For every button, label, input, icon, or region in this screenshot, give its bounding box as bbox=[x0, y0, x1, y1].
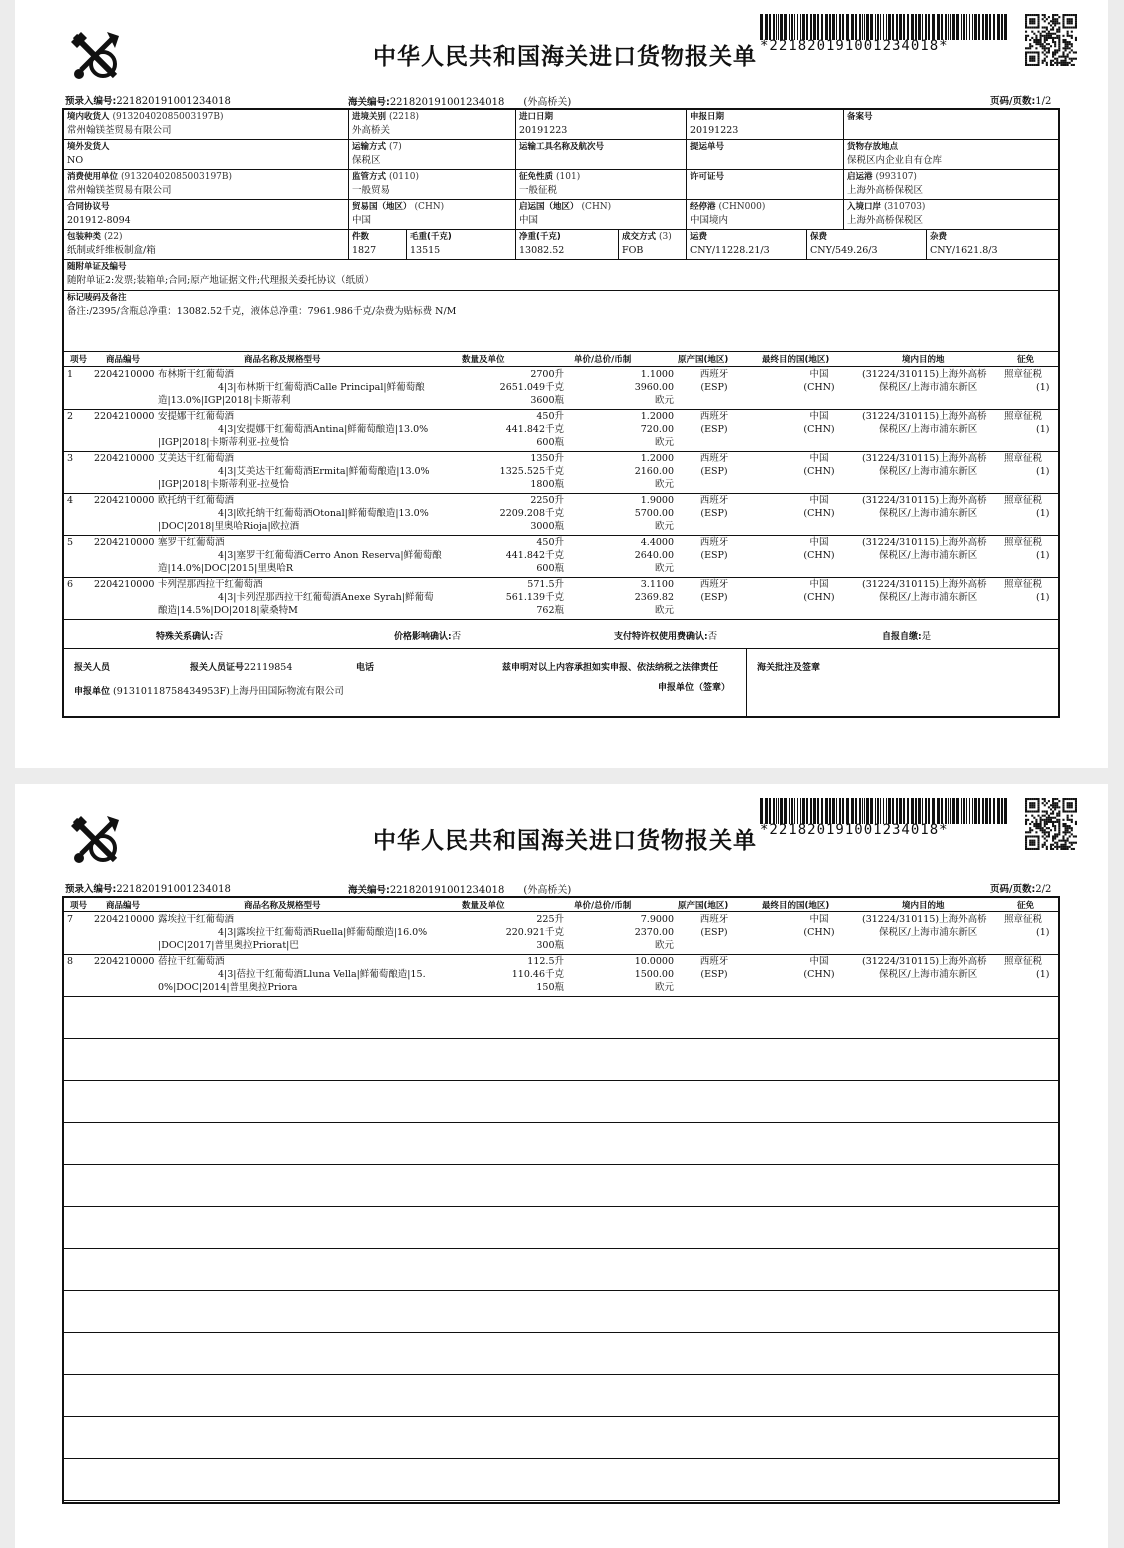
item-spec2: |DOC|2017|普里奥拉Priorat|巴 bbox=[158, 940, 299, 951]
empty-row bbox=[64, 1207, 1058, 1249]
item-spec1: 4|3|卡列涅那西拉干红葡萄酒Anexe Syrah|鲜葡萄 bbox=[218, 592, 434, 603]
package-cell: 包装种类 (22) 纸制或纤维板制盒/箱 bbox=[64, 230, 349, 260]
item-qty2: 220.921千克 bbox=[505, 927, 564, 938]
item-name: 露埃拉干红葡萄酒 bbox=[158, 914, 235, 925]
item-total: 5700.00 bbox=[634, 508, 674, 519]
empty-row bbox=[64, 1249, 1058, 1291]
item-qty1: 225升 bbox=[536, 914, 564, 925]
item-dest-code: (CHN) bbox=[803, 969, 835, 980]
page-number: 页码/页数:2/2 bbox=[990, 884, 1052, 895]
pre-entry-number: 预录入编号:221820191001234018 bbox=[65, 96, 231, 107]
declarant-cert: 报关人员证号22119854 bbox=[190, 662, 293, 673]
empty-row bbox=[64, 1459, 1058, 1501]
item-hs: 2204210000 bbox=[94, 411, 155, 422]
item-spec2: 造|14.0%|DOC|2015|里奥哈R bbox=[158, 563, 293, 574]
empty-row bbox=[64, 1333, 1058, 1375]
col-no: 项号 bbox=[70, 901, 88, 911]
entry-port-cell: 进境关别 (2218) 外高桥关 bbox=[349, 110, 516, 140]
marks-cell: 标记唛码及备注 备注:/2395/含瓶总净重：13082.52千克，液体总净重：7961.986千克/杂费为贴标费 N/M bbox=[64, 291, 1058, 352]
item-spec2: 造|13.0%|IGP|2018|卡斯蒂利 bbox=[158, 395, 291, 406]
documents-cell: 随附单证及编号 随附单证2:发票;装箱单;合同;原产地证据文件;代理报关委托协议（纸质） bbox=[64, 260, 1058, 291]
price-impact: 价格影响确认:否 bbox=[394, 631, 462, 642]
item-origin: 西班牙 bbox=[699, 956, 729, 967]
item-row bbox=[64, 955, 1058, 997]
item-dest: 中国 bbox=[809, 956, 829, 967]
item-qty1: 112.5升 bbox=[527, 956, 564, 967]
item-domestic1: (31224/310115)上海外高桥 bbox=[862, 453, 987, 464]
item-levy2: (1) bbox=[1036, 592, 1050, 603]
item-levy1: 照章征税 bbox=[1004, 914, 1043, 925]
item-domestic1: (31224/310115)上海外高桥 bbox=[862, 537, 987, 548]
item-dest-code: (CHN) bbox=[803, 592, 835, 603]
item-no: 2 bbox=[67, 411, 74, 422]
col-dest: 最终目的国(地区) bbox=[762, 355, 830, 365]
col-origin: 原产国(地区) bbox=[678, 901, 729, 911]
item-origin-code: (ESP) bbox=[700, 508, 728, 519]
item-domestic2: 保税区/上海市浦东新区 bbox=[879, 382, 978, 393]
item-dest-code: (CHN) bbox=[803, 550, 835, 561]
item-domestic1: (31224/310115)上海外高桥 bbox=[862, 914, 987, 925]
item-hs: 2204210000 bbox=[94, 495, 155, 506]
declaration-form bbox=[62, 108, 1060, 718]
item-qty3: 3000瓶 bbox=[530, 521, 564, 532]
barcode-text: *221820191001234018* bbox=[760, 822, 949, 838]
declare-date-cell: 申报日期 20191223 bbox=[687, 110, 844, 140]
insurance-cell: 保费 CNY/549.26/3 bbox=[807, 230, 927, 260]
customs-emblem-icon bbox=[67, 28, 123, 84]
item-domestic1: (31224/310115)上海外高桥 bbox=[862, 369, 987, 380]
item-origin-code: (ESP) bbox=[700, 466, 728, 477]
item-qty2: 561.139千克 bbox=[505, 592, 564, 603]
trade-country-cell: 贸易国（地区） (CHN) 中国 bbox=[349, 200, 516, 230]
item-qty1: 2700升 bbox=[530, 369, 564, 380]
item-levy1: 照章征税 bbox=[1004, 453, 1043, 464]
item-origin: 西班牙 bbox=[699, 369, 729, 380]
item-origin: 西班牙 bbox=[699, 914, 729, 925]
item-hs: 2204210000 bbox=[94, 537, 155, 548]
page-number: 页码/页数:1/2 bbox=[990, 96, 1052, 107]
item-domestic1: (31224/310115)上海外高桥 bbox=[862, 411, 987, 422]
supervision-cell: 监管方式 (0110) 一般贸易 bbox=[349, 170, 516, 200]
item-currency: 欧元 bbox=[654, 982, 674, 993]
col-domestic: 境内目的地 bbox=[902, 901, 945, 911]
item-dest: 中国 bbox=[809, 537, 829, 548]
col-dest: 最终目的国(地区) bbox=[762, 901, 830, 911]
item-levy1: 照章征税 bbox=[1004, 537, 1043, 548]
contract-cell: 合同协议号 201912-8094 bbox=[64, 200, 349, 230]
item-dest-code: (CHN) bbox=[803, 927, 835, 938]
item-qty2: 2209.208千克 bbox=[499, 508, 564, 519]
col-levy: 征免 bbox=[1017, 355, 1035, 365]
barcode-text: *221820191001234018* bbox=[760, 38, 949, 54]
item-domestic1: (31224/310115)上海外高桥 bbox=[862, 495, 987, 506]
item-price: 1.2000 bbox=[640, 453, 674, 464]
item-dest-code: (CHN) bbox=[803, 382, 835, 393]
levy-nature-cell: 征免性质 (101) 一般征税 bbox=[516, 170, 687, 200]
item-qty1: 1350升 bbox=[530, 453, 564, 464]
item-no: 8 bbox=[67, 956, 74, 967]
item-origin-code: (ESP) bbox=[700, 927, 728, 938]
item-spec1: 4|3|欧托纳干红葡萄酒Otonal|鲜葡萄酿造|13.0% bbox=[218, 508, 429, 519]
item-no: 4 bbox=[67, 495, 74, 506]
col-no: 项号 bbox=[70, 355, 88, 365]
qr-code-icon bbox=[1025, 798, 1077, 850]
item-dest: 中国 bbox=[809, 369, 829, 380]
deal-cell: 成交方式 (3) FOB bbox=[619, 230, 687, 260]
item-no: 6 bbox=[67, 579, 74, 590]
item-qty3: 3600瓶 bbox=[530, 395, 564, 406]
item-levy2: (1) bbox=[1036, 466, 1050, 477]
item-domestic1: (31224/310115)上海外高桥 bbox=[862, 579, 987, 590]
item-price: 4.4000 bbox=[640, 537, 674, 548]
item-qty3: 600瓶 bbox=[536, 437, 564, 448]
item-total: 720.00 bbox=[640, 424, 674, 435]
item-currency: 欧元 bbox=[654, 395, 674, 406]
customs-sign-box bbox=[746, 648, 1059, 718]
customs-sign-label: 海关批注及签章 bbox=[757, 663, 821, 673]
item-total: 2370.00 bbox=[634, 927, 674, 938]
customs-emblem-icon bbox=[67, 812, 123, 868]
customs-number: 海关编号:221820191001234018 (外高桥关) bbox=[348, 97, 572, 108]
item-qty2: 441.842千克 bbox=[505, 424, 564, 435]
item-price: 1.1000 bbox=[640, 369, 674, 380]
transport-cell: 运输方式 (7) 保税区 bbox=[349, 140, 516, 170]
item-origin: 西班牙 bbox=[699, 495, 729, 506]
item-name: 艾美达干红葡萄酒 bbox=[158, 453, 235, 464]
net-weight-cell: 净重(千克) 13082.52 bbox=[516, 230, 619, 260]
empty-row bbox=[64, 1165, 1058, 1207]
barcode bbox=[760, 798, 1008, 824]
item-total: 1500.00 bbox=[634, 969, 674, 980]
col-qty: 数量及单位 bbox=[462, 355, 505, 365]
record-no-cell: 备案号 bbox=[844, 110, 1058, 140]
item-name: 卡列涅那西拉干红葡萄酒 bbox=[158, 579, 263, 590]
col-domestic: 境内目的地 bbox=[902, 355, 945, 365]
item-header-divider bbox=[64, 366, 1058, 367]
item-levy2: (1) bbox=[1036, 508, 1050, 519]
item-qty2: 110.46千克 bbox=[511, 969, 564, 980]
item-currency: 欧元 bbox=[654, 940, 674, 951]
item-total: 2160.00 bbox=[634, 466, 674, 477]
legal-statement: 兹申明对以上内容承担如实申报、依法纳税之法律责任 bbox=[502, 663, 719, 673]
item-qty3: 762瓶 bbox=[536, 605, 564, 616]
special-relation: 特殊关系确认:否 bbox=[156, 631, 224, 642]
item-currency: 欧元 bbox=[654, 479, 674, 490]
declarant: 报关人员 bbox=[74, 663, 111, 673]
col-hs: 商品编号 bbox=[106, 355, 141, 365]
item-domestic2: 保税区/上海市浦东新区 bbox=[879, 424, 978, 435]
item-qty2: 1325.525千克 bbox=[499, 466, 564, 477]
royalty-confirm: 支付特许权使用费确认:否 bbox=[614, 631, 718, 642]
col-qty: 数量及单位 bbox=[462, 901, 505, 911]
item-row bbox=[64, 410, 1058, 452]
item-name: 布林斯干红葡萄酒 bbox=[158, 369, 235, 380]
col-name: 商品名称及规格型号 bbox=[244, 901, 321, 911]
item-price: 10.0000 bbox=[634, 956, 674, 967]
item-spec1: 4|3|塞罗干红葡萄酒Cerro Anon Reserva|鲜葡萄酿 bbox=[218, 550, 442, 561]
declare-unit: 申报单位 (91310118758434953F)上海丹田国际物流有限公司 bbox=[74, 686, 344, 697]
item-price: 7.9000 bbox=[640, 914, 674, 925]
form-title: 中华人民共和国海关进口货物报关单 bbox=[373, 828, 757, 854]
item-levy1: 照章征税 bbox=[1004, 411, 1043, 422]
item-levy1: 照章征税 bbox=[1004, 495, 1043, 506]
item-qty1: 571.5升 bbox=[527, 579, 564, 590]
item-spec1: 4|3|布林斯干红葡萄酒Calle Principal|鲜葡萄酿 bbox=[218, 382, 425, 393]
item-row bbox=[64, 452, 1058, 494]
item-origin: 西班牙 bbox=[699, 453, 729, 464]
item-hs: 2204210000 bbox=[94, 369, 155, 380]
gross-weight-cell: 毛重(千克) 13515 bbox=[407, 230, 516, 260]
item-hs: 2204210000 bbox=[94, 579, 155, 590]
self-declare: 自报自缴:是 bbox=[882, 631, 932, 642]
item-spec2: |IGP|2018|卡斯蒂利亚-拉曼恰 bbox=[158, 479, 289, 490]
consignee-cell: 境内收货人 (91320402085003197B) 常州翰镁荃贸易有限公司 bbox=[64, 110, 349, 140]
item-levy2: (1) bbox=[1036, 927, 1050, 938]
item-domestic2: 保税区/上海市浦东新区 bbox=[879, 927, 978, 938]
empty-row bbox=[64, 1081, 1058, 1123]
item-spec1: 4|3|安提娜干红葡萄酒Antina|鲜葡萄酿造|13.0% bbox=[218, 424, 429, 435]
empty-row bbox=[64, 1417, 1058, 1459]
item-domestic2: 保税区/上海市浦东新区 bbox=[879, 508, 978, 519]
item-row bbox=[64, 536, 1058, 578]
declaration-form-continued bbox=[62, 896, 1060, 1504]
item-dest: 中国 bbox=[809, 579, 829, 590]
item-spec2: |DOC|2018|里奥哈Rioja|欧拉酒 bbox=[158, 521, 300, 532]
item-domestic2: 保税区/上海市浦东新区 bbox=[879, 466, 978, 477]
page-2 bbox=[15, 784, 1108, 1548]
item-spec1: 4|3|蓓拉干红葡萄酒Lluna Vella|鲜葡萄酿造|15. bbox=[218, 969, 426, 980]
empty-row bbox=[64, 1123, 1058, 1165]
item-domestic1: (31224/310115)上海外高桥 bbox=[862, 956, 987, 967]
item-dest: 中国 bbox=[809, 495, 829, 506]
license-cell: 许可证号 bbox=[687, 170, 844, 200]
item-row bbox=[64, 494, 1058, 536]
items-list-page1 bbox=[64, 368, 1058, 620]
item-spec2: |IGP|2018|卡斯蒂利亚-拉曼恰 bbox=[158, 437, 289, 448]
item-total: 3960.00 bbox=[634, 382, 674, 393]
item-origin-code: (ESP) bbox=[700, 424, 728, 435]
departure-port-cell: 启运港 (993107) 上海外高桥保税区 bbox=[844, 170, 1058, 200]
item-row bbox=[64, 913, 1058, 955]
seal-label: 申报单位（签章） bbox=[658, 683, 731, 693]
item-origin: 西班牙 bbox=[699, 579, 729, 590]
misc-fee-cell: 杂费 CNY/1621.8/3 bbox=[927, 230, 1058, 260]
freight-cell: 运费 CNY/11228.21/3 bbox=[687, 230, 807, 260]
item-qty3: 150瓶 bbox=[536, 982, 564, 993]
item-origin: 西班牙 bbox=[699, 411, 729, 422]
pre-entry-number: 预录入编号:221820191001234018 bbox=[65, 884, 231, 895]
item-header-divider bbox=[64, 911, 1058, 912]
item-total: 2640.00 bbox=[634, 550, 674, 561]
entry-port-of-entry-cell: 入境口岸 (310703) 上海外高桥保税区 bbox=[844, 200, 1058, 230]
customs-number: 海关编号:221820191001234018 (外高桥关) bbox=[348, 885, 572, 896]
vehicle-cell: 运输工具名称及航次号 bbox=[516, 140, 687, 170]
item-name: 蓓拉干红葡萄酒 bbox=[158, 956, 225, 967]
item-spec2: 酿造|14.5%|DO|2018|蒙桑特M bbox=[158, 605, 298, 616]
item-no: 7 bbox=[67, 914, 74, 925]
item-origin-code: (ESP) bbox=[700, 382, 728, 393]
item-hs: 2204210000 bbox=[94, 956, 155, 967]
item-currency: 欧元 bbox=[654, 521, 674, 532]
item-qty1: 450升 bbox=[536, 537, 564, 548]
col-origin: 原产国(地区) bbox=[678, 355, 729, 365]
item-spec2: 0%|DOC|2014|普里奥拉Priora bbox=[158, 982, 298, 993]
col-price: 单价/总价/币制 bbox=[574, 355, 632, 365]
item-levy2: (1) bbox=[1036, 969, 1050, 980]
item-hs: 2204210000 bbox=[94, 914, 155, 925]
item-origin-code: (ESP) bbox=[700, 969, 728, 980]
item-levy2: (1) bbox=[1036, 424, 1050, 435]
item-domestic2: 保税区/上海市浦东新区 bbox=[879, 592, 978, 603]
item-currency: 欧元 bbox=[654, 563, 674, 574]
phone: 电话 bbox=[356, 663, 375, 673]
item-domestic2: 保税区/上海市浦东新区 bbox=[879, 550, 978, 561]
items-list-page2 bbox=[64, 913, 1058, 1503]
item-currency: 欧元 bbox=[654, 437, 674, 448]
import-date-cell: 进口日期 20191223 bbox=[516, 110, 687, 140]
item-dest: 中国 bbox=[809, 411, 829, 422]
item-levy1: 照章征税 bbox=[1004, 369, 1043, 380]
item-row bbox=[64, 578, 1058, 620]
item-qty3: 300瓶 bbox=[536, 940, 564, 951]
item-origin-code: (ESP) bbox=[700, 592, 728, 603]
form-title: 中华人民共和国海关进口货物报关单 bbox=[373, 44, 757, 70]
item-qty3: 600瓶 bbox=[536, 563, 564, 574]
item-hs: 2204210000 bbox=[94, 453, 155, 464]
item-price: 3.1100 bbox=[640, 579, 674, 590]
item-levy1: 照章征税 bbox=[1004, 579, 1043, 590]
shipper-cell: 境外发货人 NO bbox=[64, 140, 349, 170]
item-levy2: (1) bbox=[1036, 550, 1050, 561]
item-row bbox=[64, 368, 1058, 410]
qr-code-icon bbox=[1025, 14, 1077, 66]
barcode bbox=[760, 14, 1008, 40]
item-domestic2: 保税区/上海市浦东新区 bbox=[879, 969, 978, 980]
item-price: 1.2000 bbox=[640, 411, 674, 422]
item-dest-code: (CHN) bbox=[803, 466, 835, 477]
pieces-cell: 件数 1827 bbox=[349, 230, 407, 260]
empty-row bbox=[64, 1375, 1058, 1417]
item-no: 5 bbox=[67, 537, 74, 548]
item-qty1: 450升 bbox=[536, 411, 564, 422]
item-origin-code: (ESP) bbox=[700, 550, 728, 561]
origin-country-cell: 启运国（地区） (CHN) 中国 bbox=[516, 200, 687, 230]
col-price: 单价/总价/币制 bbox=[574, 901, 632, 911]
empty-row bbox=[64, 997, 1058, 1039]
col-name: 商品名称及规格型号 bbox=[244, 355, 321, 365]
consumer-cell: 消费使用单位 (91320402085003197B) 常州翰镁荃贸易有限公司 bbox=[64, 170, 349, 200]
item-qty3: 1800瓶 bbox=[530, 479, 564, 490]
col-levy: 征免 bbox=[1017, 901, 1035, 911]
item-qty1: 2250升 bbox=[530, 495, 564, 506]
item-total: 2369.82 bbox=[634, 592, 674, 603]
item-spec1: 4|3|露埃拉干红葡萄酒Ruella|鲜葡萄酿造|16.0% bbox=[218, 927, 428, 938]
bill-cell: 提运单号 bbox=[687, 140, 844, 170]
item-price: 1.9000 bbox=[640, 495, 674, 506]
item-no: 3 bbox=[67, 453, 74, 464]
item-levy1: 照章征税 bbox=[1004, 956, 1043, 967]
item-no: 1 bbox=[67, 369, 74, 380]
item-currency: 欧元 bbox=[654, 605, 674, 616]
item-origin: 西班牙 bbox=[699, 537, 729, 548]
item-levy2: (1) bbox=[1036, 382, 1050, 393]
item-qty2: 2651.049千克 bbox=[499, 382, 564, 393]
item-name: 安提娜干红葡萄酒 bbox=[158, 411, 235, 422]
item-name: 塞罗干红葡萄酒 bbox=[158, 537, 225, 548]
item-dest-code: (CHN) bbox=[803, 424, 835, 435]
page-1 bbox=[15, 0, 1108, 768]
empty-row bbox=[64, 1291, 1058, 1333]
storage-cell: 货物存放地点 保税区内企业自有仓库 bbox=[844, 140, 1058, 170]
item-qty2: 441.842千克 bbox=[505, 550, 564, 561]
item-name: 欧托纳干红葡萄酒 bbox=[158, 495, 235, 506]
transit-port-cell: 经停港 (CHN000) 中国境内 bbox=[687, 200, 844, 230]
item-spec1: 4|3|艾美达干红葡萄酒Ermita|鲜葡萄酿造|13.0% bbox=[218, 466, 430, 477]
item-dest-code: (CHN) bbox=[803, 508, 835, 519]
empty-row bbox=[64, 1039, 1058, 1081]
col-hs: 商品编号 bbox=[106, 901, 141, 911]
item-dest: 中国 bbox=[809, 453, 829, 464]
item-dest: 中国 bbox=[809, 914, 829, 925]
